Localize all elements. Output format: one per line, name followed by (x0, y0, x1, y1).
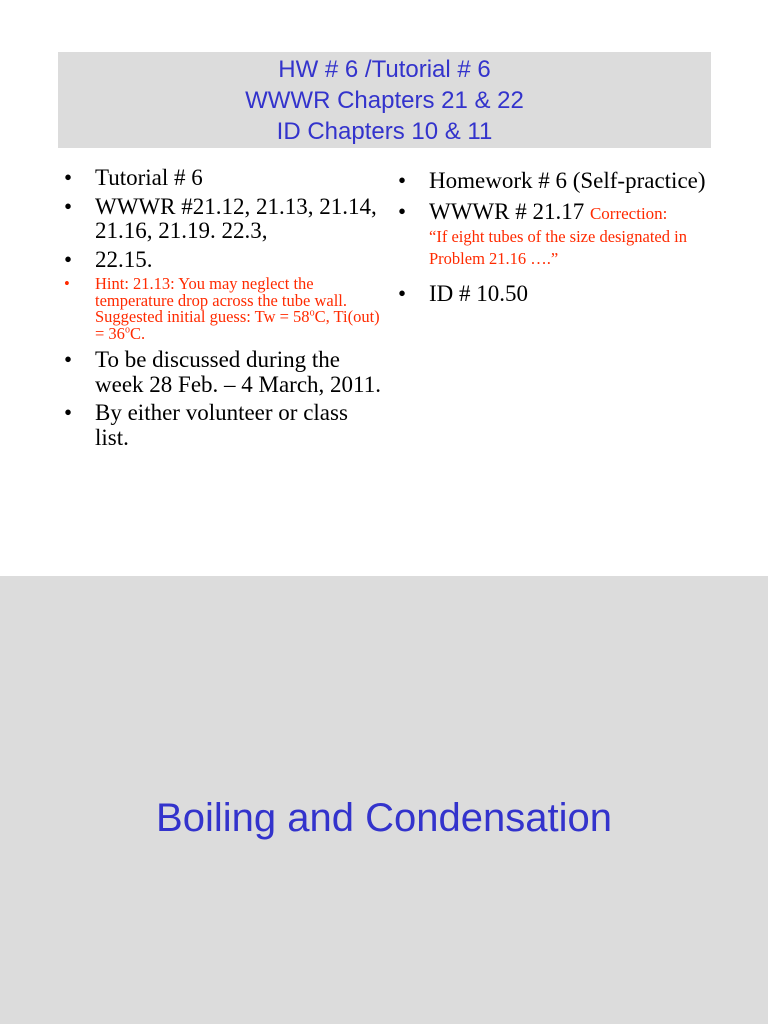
superscript: o (124, 324, 130, 335)
bullet: • (64, 246, 73, 272)
hint-item (62, 276, 382, 342)
list-item (62, 401, 382, 450)
list-item (396, 282, 716, 307)
bullet: • (398, 168, 407, 193)
bullet: • (64, 193, 73, 219)
title-line-2: WWWR Chapters 21 & 22 (245, 87, 524, 114)
bullet: • (398, 198, 407, 224)
item-text: By either volunteer or class list. (95, 400, 348, 450)
bullet: • (64, 347, 73, 372)
list-item (62, 166, 382, 191)
item-text: Homework # 6 (Self-practice) (429, 168, 706, 193)
correction-label: Correction: (589, 203, 668, 223)
item-text: 22.15. (95, 246, 153, 272)
left-column (62, 166, 382, 454)
hint-text-end: C. (129, 323, 146, 343)
item-text: WWWR # 21.17 (429, 198, 585, 224)
slide-boiling (0, 576, 768, 1024)
list-item (62, 348, 382, 397)
bullet: • (64, 400, 73, 425)
item-text: Tutorial # 6 (95, 165, 203, 190)
list-item (396, 200, 716, 271)
hint-text-cont: C, Ti(out) = 36 (95, 307, 380, 343)
list-item (62, 195, 382, 244)
bullet: • (398, 281, 407, 306)
list-item (62, 248, 382, 273)
superscript: o (309, 307, 315, 319)
hint-text: Hint: 21.13: You may neglect the temperature drop across the tube wall. Suggested initial guess: Tw = 58 (95, 274, 347, 326)
right-column (396, 169, 716, 311)
correction-text: “If eight tubes of the size designated in Problem 21.16 ….” (429, 227, 687, 268)
bullet: • (64, 165, 73, 190)
item-text: ID # 10.50 (429, 281, 529, 306)
slide-title: Boiling and Condensation (156, 796, 612, 840)
title-line-1: HW # 6 /Tutorial # 6 (278, 56, 491, 83)
list-item (396, 169, 716, 194)
bullet: • (64, 274, 70, 293)
item-text: To be discussed during the week 28 Feb. – 4 March, 2011. (95, 347, 381, 397)
title-line-3: ID Chapters 10 & 11 (276, 118, 493, 145)
item-text: WWWR #21.12, 21.13, 21.14, 21.16, 21.19. 22.3, (95, 193, 377, 243)
slide-title-box (58, 52, 711, 148)
